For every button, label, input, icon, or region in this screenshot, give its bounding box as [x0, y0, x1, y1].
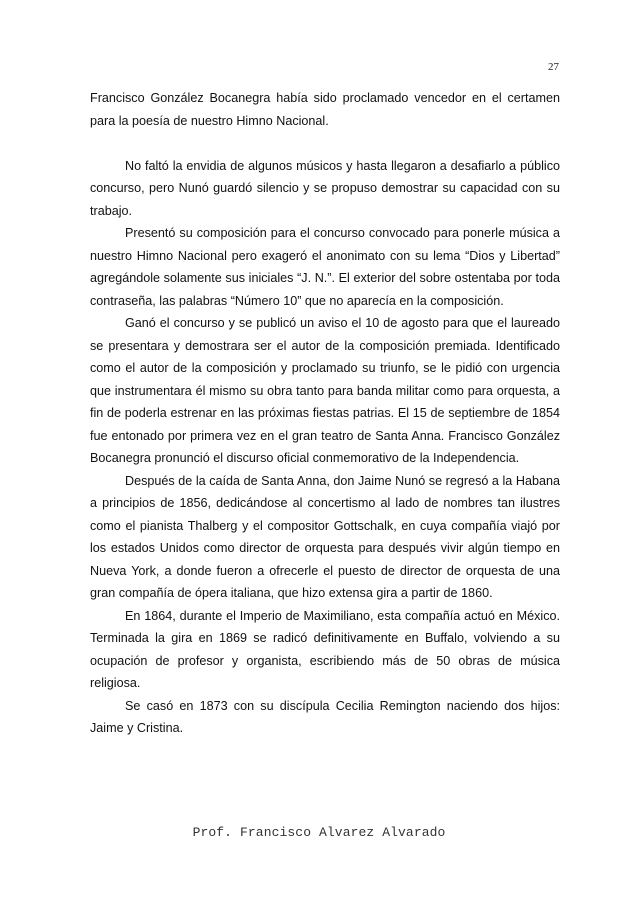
- paragraph: Ganó el concurso y se publicó un aviso el 10 de agosto para que el laureado se presentara y demostrara ser el autor de la composición premiada. Identificado como el autor de la composición y proclamado su triunfo, se le pidió con urgencia que instrumentara él mismo su obra tanto para banda militar como para orquesta, a fin de poderla estrenar en las próximas fiestas patrias. El 15 de septiembre de 1854 fue entonado por primera vez en el gran teatro de Santa Anna. Francisco González Bocanegra pronunció el discurso oficial conmemorativo de la Independencia.: [90, 316, 560, 465]
- paragraph: Después de la caída de Santa Anna, don Jaime Nunó se regresó a la Habana a principios de 1856, dedicándose al concertismo al lado de nombres tan ilustres como el pianista Thalberg y el compositor Gottschalk, en cuya compañía viajó por los estados Unidos como director de orquesta para después vivir algún tiempo en Nueva York, a donde fueron a ofrecerle el puesto de director de orquesta de una gran compañía de ópera italiana, que hizo extensa gira a partir de 1860.: [90, 473, 560, 600]
- paragraph: No faltó la envidia de algunos músicos y hasta llegaron a desafiarlo a público concurso, pero Nunó guardó silencio y se propuso demostrar su capacidad con su trabajo.: [90, 158, 560, 218]
- body-text: [90, 87, 560, 740]
- page-number: 27: [548, 61, 559, 73]
- paragraph: Presentó su composición para el concurso convocado para ponerle música a nuestro Himno Nacional pero exageró el anonimato con su lema “Dios y Libertad” agregándole solamente sus iniciales “J. N.”. El exterior del sobre ostentaba por toda contraseña, las palabras “Número 10” que no aparecía en la composición.: [90, 226, 560, 308]
- paragraph: En 1864, durante el Imperio de Maximiliano, esta compañía actuó en México. Terminada la gira en 1869 se radicó definitivamente en Buffalo, volviendo a su ocupación de profesor y organista, escribiendo más de 50 obras de música religiosa.: [90, 608, 560, 690]
- page-footer: Prof. Francisco Alvarez Alvarado: [192, 825, 446, 840]
- paragraph: Se casó en 1873 con su discípula Cecilia Remington naciendo dos hijos: Jaime y Cristina.: [90, 698, 560, 735]
- paragraph: Francisco González Bocanegra había sido proclamado vencedor en el certamen para la poesía de nuestro Himno Nacional.: [90, 91, 560, 128]
